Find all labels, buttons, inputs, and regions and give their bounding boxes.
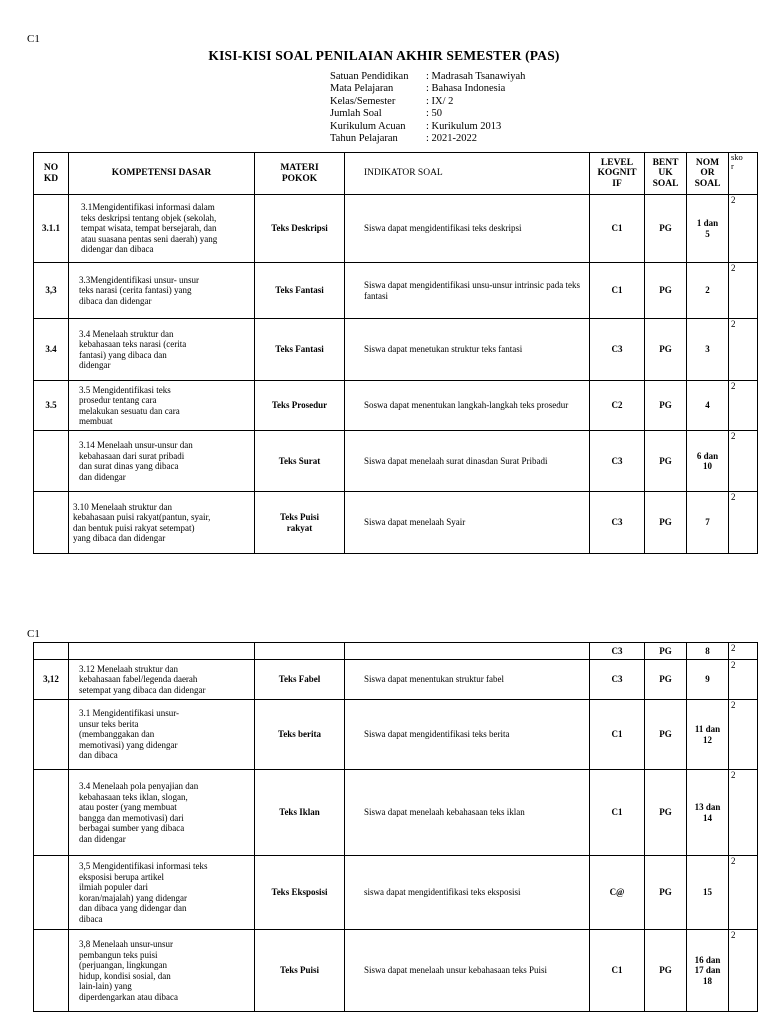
info-key: Kurikulum Acuan: [330, 120, 406, 132]
cell-materi-pokok: Teks Deskripsi: [255, 195, 345, 263]
cell-level-kognitif: C3: [590, 643, 645, 660]
cell-level-kognitif: C2: [590, 381, 645, 431]
info-key: Tahun Pelajaran: [330, 133, 398, 145]
cell-skor: 2: [729, 700, 758, 770]
header-level-kognitif: LEVEL KOGNIT IF: [590, 153, 645, 195]
cell-materi-pokok: Teks Fabel: [255, 660, 345, 700]
page-label: C1: [27, 33, 40, 45]
cell-bentuk-soal: PG: [645, 700, 687, 770]
cell-nomor-soal: 6 dan 10: [687, 431, 729, 492]
cell-materi-pokok: Teks Fantasi: [255, 319, 345, 381]
cell-skor: 2: [729, 195, 758, 263]
kompetensi-text: 3.1 Mengidentifikasi unsur- unsur teks berita (membanggakan dan memotivasi) yang didengar dan dibaca: [79, 708, 180, 761]
info-value: : Bahasa Indonesia: [426, 83, 506, 95]
document-info: [330, 71, 525, 145]
cell-kompetensi-dasar: [69, 643, 255, 660]
header-bentuk-soal: BENT UK SOAL: [645, 153, 687, 195]
table-row: [34, 856, 758, 930]
cell-no-kd: [34, 856, 69, 930]
cell-skor: 2: [729, 263, 758, 319]
document-title: KISI-KISI SOAL PENILAIAN AKHIR SEMESTER (PAS): [208, 48, 560, 63]
cell-skor: 2: [729, 930, 758, 1012]
kompetensi-text: 3.12 Menelaah struktur dan kebahasaan fabel/legenda daerah setempat yang dibaca dan didengar: [79, 663, 206, 695]
cell-materi-pokok: Teks Puisi: [255, 930, 345, 1012]
cell-bentuk-soal: PG: [645, 431, 687, 492]
kisi-kisi-table-page1: [33, 152, 758, 554]
info-key: Mata Pelajaran: [330, 83, 394, 95]
cell-nomor-soal: 8: [687, 643, 729, 660]
cell-indikator-soal: Soswa dapat menentukan langkah-langkah teks prosedur: [345, 381, 590, 431]
cell-kompetensi-dasar: [69, 660, 255, 700]
table-row: [34, 431, 758, 492]
cell-kompetensi-dasar: [69, 700, 255, 770]
cell-kompetensi-dasar: [69, 381, 255, 431]
header-skor: sko r: [729, 153, 758, 195]
table-row: [34, 930, 758, 1012]
kompetensi-text: 3,8 Menelaah unsur-unsur pembangun teks puisi (perjuangan, lingkungan hidup, kondisi sosial, dan lain-lain) yang diperdengarkan atau dibaca: [79, 939, 178, 1002]
info-key: Jumlah Soal: [330, 108, 382, 120]
header-indikator-soal: INDIKATOR SOAL: [345, 153, 590, 195]
cell-kompetensi-dasar: [69, 431, 255, 492]
cell-kompetensi-dasar: [69, 770, 255, 856]
cell-level-kognitif: C3: [590, 660, 645, 700]
cell-nomor-soal: 15: [687, 856, 729, 930]
cell-indikator-soal: Siswa dapat mengidentifikasi unsu-unsur intrinsic pada teks fantasi: [345, 263, 590, 319]
kompetensi-text: 3.4 Menelaah struktur dan kebahasaan teks narasi (cerita fantasi) yang dibaca dan didengar: [79, 328, 187, 370]
table-row: [34, 492, 758, 554]
cell-indikator-soal: [345, 643, 590, 660]
cell-skor: 2: [729, 319, 758, 381]
header-materi-pokok: MATERI POKOK: [255, 153, 345, 195]
cell-no-kd: 3,12: [34, 660, 69, 700]
table-row: [34, 381, 758, 431]
kompetensi-text: 3.5 Mengidentifikasi teks prosedur tentang cara melakukan sesuatu dan cara membuat: [79, 384, 180, 426]
cell-kompetensi-dasar: [69, 492, 255, 554]
page-label: C1: [27, 628, 40, 640]
cell-kompetensi-dasar: [69, 930, 255, 1012]
table-row: [34, 700, 758, 770]
cell-no-kd: [34, 770, 69, 856]
cell-kompetensi-dasar: [69, 319, 255, 381]
info-key: Satuan Pendidikan: [330, 71, 409, 82]
table-row: [34, 195, 758, 263]
cell-materi-pokok: [255, 643, 345, 660]
cell-kompetensi-dasar: [69, 263, 255, 319]
cell-skor: 2: [729, 492, 758, 554]
kompetensi-text: 3.1Mengidentifikasi informasi dalam teks deskripsi tentang objek (sekolah, tempat wisata, tempat bersejarah, dan atau suasana pentas seni daerah) yang didengar dan dibaca: [81, 202, 218, 255]
cell-no-kd: 3.5: [34, 381, 69, 431]
kisi-kisi-table-page2: [33, 642, 758, 1012]
cell-level-kognitif: C3: [590, 431, 645, 492]
cell-level-kognitif: C3: [590, 492, 645, 554]
cell-bentuk-soal: PG: [645, 660, 687, 700]
cell-no-kd: [34, 930, 69, 1012]
cell-nomor-soal: 7: [687, 492, 729, 554]
header-nomor-soal: NOM OR SOAL: [687, 153, 729, 195]
info-key: Kelas/Semester: [330, 95, 396, 107]
cell-no-kd: [34, 431, 69, 492]
cell-bentuk-soal: PG: [645, 643, 687, 660]
cell-level-kognitif: C1: [590, 263, 645, 319]
table-header-row: [34, 153, 758, 195]
cell-indikator-soal: Siswa dapat menelaah unsur kebahasaan teks Puisi: [345, 930, 590, 1012]
cell-materi-pokok: Teks Puisi rakyat: [255, 492, 345, 554]
cell-level-kognitif: C1: [590, 770, 645, 856]
cell-indikator-soal: siswa dapat mengidentifikasi teks eksposisi: [345, 856, 590, 930]
cell-nomor-soal: 16 dan 17 dan 18: [687, 930, 729, 1012]
kompetensi-text: 3,5 Mengidentifikasi informasi teks eksposisi berupa artikel ilmiah populer dari koran/majalah) yang didengar dan dibaca yang didengar dan dibaca: [79, 861, 208, 924]
cell-kompetensi-dasar: [69, 856, 255, 930]
cell-nomor-soal: 1 dan 5: [687, 195, 729, 263]
cell-materi-pokok: Teks Eksposisi: [255, 856, 345, 930]
cell-indikator-soal: Siswa dapat mengidentifikasi teks deskripsi: [345, 195, 590, 263]
cell-indikator-soal: Siswa dapat menetukan struktur teks fantasi: [345, 319, 590, 381]
cell-bentuk-soal: PG: [645, 770, 687, 856]
kompetensi-text: 3.4 Menelaah pola penyajian dan kebahasaan teks iklan, slogan, atau poster (yang membuat bangga dan memotivasi) dari berbagai sumber yang dibaca dan didengar: [79, 781, 199, 844]
cell-bentuk-soal: PG: [645, 381, 687, 431]
cell-nomor-soal: 11 dan 12: [687, 700, 729, 770]
cell-level-kognitif: C@: [590, 856, 645, 930]
cell-no-kd: 3,3: [34, 263, 69, 319]
info-value: : Madrasah Tsanawiyah: [426, 71, 526, 82]
cell-skor: 2: [729, 643, 758, 660]
cell-level-kognitif: C1: [590, 195, 645, 263]
cell-nomor-soal: 9: [687, 660, 729, 700]
kompetensi-text: 3.3Mengidentifikasi unsur- unsur teks narasi (cerita fantasi) yang dibaca dan didengar: [79, 274, 200, 306]
cell-bentuk-soal: PG: [645, 319, 687, 381]
cell-skor: 2: [729, 431, 758, 492]
header-no-kd: NO KD: [34, 153, 69, 195]
cell-indikator-soal: Siswa dapat menelaah kebahasaan teks iklan: [345, 770, 590, 856]
cell-nomor-soal: 2: [687, 263, 729, 319]
cell-level-kognitif: C1: [590, 700, 645, 770]
cell-skor: 2: [729, 856, 758, 930]
cell-bentuk-soal: PG: [645, 856, 687, 930]
table-row: [34, 643, 758, 660]
header-kompetensi-dasar: KOMPETENSI DASAR: [69, 153, 255, 195]
cell-bentuk-soal: PG: [645, 195, 687, 263]
info-value: : Kurikulum 2013: [426, 120, 502, 132]
cell-nomor-soal: 13 dan 14: [687, 770, 729, 856]
cell-skor: 2: [729, 381, 758, 431]
cell-indikator-soal: Siswa dapat mengidentifikasi teks berita: [345, 700, 590, 770]
cell-materi-pokok: Teks Prosedur: [255, 381, 345, 431]
cell-materi-pokok: Teks Surat: [255, 431, 345, 492]
cell-materi-pokok: Teks Iklan: [255, 770, 345, 856]
cell-bentuk-soal: PG: [645, 930, 687, 1012]
cell-indikator-soal: Siswa dapat menelaah Syair: [345, 492, 590, 554]
cell-no-kd: [34, 492, 69, 554]
cell-no-kd: [34, 643, 69, 660]
cell-level-kognitif: C1: [590, 930, 645, 1012]
cell-level-kognitif: C3: [590, 319, 645, 381]
cell-nomor-soal: 3: [687, 319, 729, 381]
cell-materi-pokok: Teks Fantasi: [255, 263, 345, 319]
cell-kompetensi-dasar: [69, 195, 255, 263]
table-row: [34, 770, 758, 856]
cell-no-kd: [34, 700, 69, 770]
info-value: : 2021-2022: [426, 133, 478, 145]
cell-bentuk-soal: PG: [645, 263, 687, 319]
cell-no-kd: 3.1.1: [34, 195, 69, 263]
table-row: [34, 319, 758, 381]
cell-nomor-soal: 4: [687, 381, 729, 431]
cell-skor: 2: [729, 660, 758, 700]
info-value: : 50: [426, 108, 443, 120]
kompetensi-text: 3.10 Menelaah struktur dan kebahasaan puisi rakyat(pantun, syair, dan bentuk puisi rakyat setempat) yang dibaca dan didengar: [73, 501, 211, 543]
cell-indikator-soal: Siswa dapat menelaah surat dinasdan Surat Pribadi: [345, 431, 590, 492]
table-row: [34, 263, 758, 319]
cell-materi-pokok: Teks berita: [255, 700, 345, 770]
table-row: [34, 660, 758, 700]
cell-indikator-soal: Siswa dapat menentukan struktur fabel: [345, 660, 590, 700]
kompetensi-text: 3.14 Menelaah unsur-unsur dan kebahasaan dari surat pribadi dan surat dinas yang dibaca dan didengar: [79, 440, 193, 482]
info-value: : IX/ 2: [426, 95, 454, 107]
cell-bentuk-soal: PG: [645, 492, 687, 554]
cell-skor: 2: [729, 770, 758, 856]
cell-no-kd: 3.4: [34, 319, 69, 381]
